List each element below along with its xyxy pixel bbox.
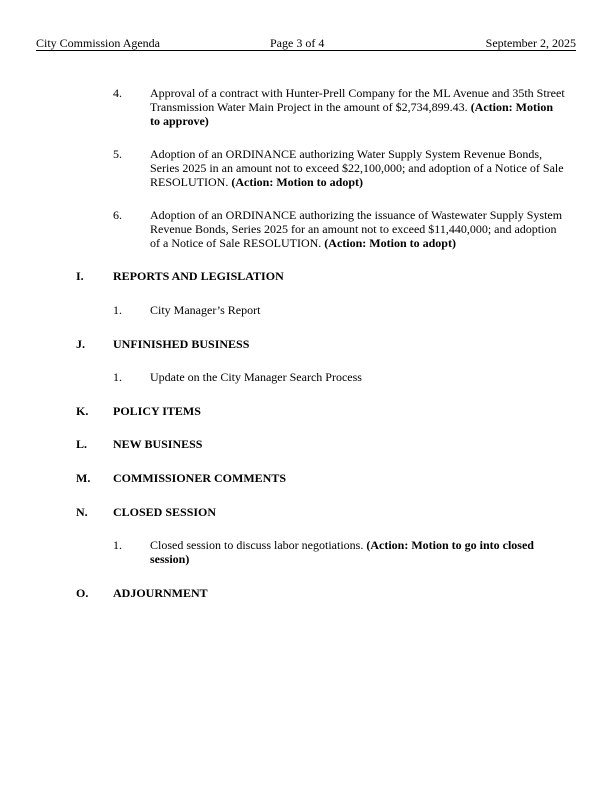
section-letter: I. [76, 269, 84, 283]
item-number: 5. [113, 147, 122, 161]
section-title: COMMISSIONER COMMENTS [113, 471, 287, 485]
header-page-number: Page 3 of 4 [270, 36, 325, 50]
item-number: 4. [113, 86, 122, 100]
section-title: POLICY ITEMS [113, 404, 201, 418]
section-title: CLOSED SESSION [113, 505, 217, 519]
section-letter: J. [76, 337, 85, 351]
header-date: September 2, 2025 [485, 36, 576, 50]
section-letter: L. [76, 437, 88, 451]
item-text [150, 86, 565, 128]
item-text: Update on the City Manager Search Process [150, 370, 362, 384]
item-action: (Action: Motion to adopt) [324, 236, 456, 250]
item-description: Approval of a contract with Hunter-Prell Company for the ML Avenue and 35th Street Transmission Water Main Project in the amount of $2,734,899.43. [150, 86, 565, 114]
item-description: Closed session to discuss labor negotiations. [150, 538, 367, 552]
item-number: 1. [113, 303, 122, 317]
section-title: REPORTS AND LEGISLATION [113, 269, 284, 283]
item-number: 6. [113, 208, 122, 222]
section-title: ADJOURNMENT [113, 586, 208, 600]
section-letter: O. [76, 586, 89, 600]
item-action: (Action: Motion to adopt) [231, 175, 363, 189]
section-title: NEW BUSINESS [113, 437, 203, 451]
item-description: Adoption of an ORDINANCE authorizing Water Supply System Revenue Bonds, Series 2025 in an amount not to exceed $22,100,000; and adoption of a Notice of Sale RESOLUTION. [150, 147, 564, 189]
item-action: (Action: Motion to go into closed session) [150, 538, 534, 566]
item-number: 1. [113, 370, 122, 384]
page-header [36, 36, 576, 51]
header-title: City Commission Agenda [36, 36, 161, 50]
item-number: 1. [113, 538, 122, 552]
item-description: Adoption of an ORDINANCE authorizing the issuance of Wastewater Supply System Revenue Bonds, Series 2025 for an amount not to exceed $11,440,000; and adoption of a Notice of Sale RESOLUTION. [150, 208, 563, 250]
item-text [150, 147, 565, 189]
section-letter: N. [76, 505, 88, 519]
item-action: (Action: Motion to approve) [150, 100, 554, 128]
section-letter: K. [76, 404, 89, 418]
item-text [150, 538, 565, 566]
section-title: UNFINISHED BUSINESS [113, 337, 250, 351]
item-text [150, 208, 565, 250]
section-letter: M. [76, 471, 91, 485]
item-text: City Manager’s Report [150, 303, 261, 317]
